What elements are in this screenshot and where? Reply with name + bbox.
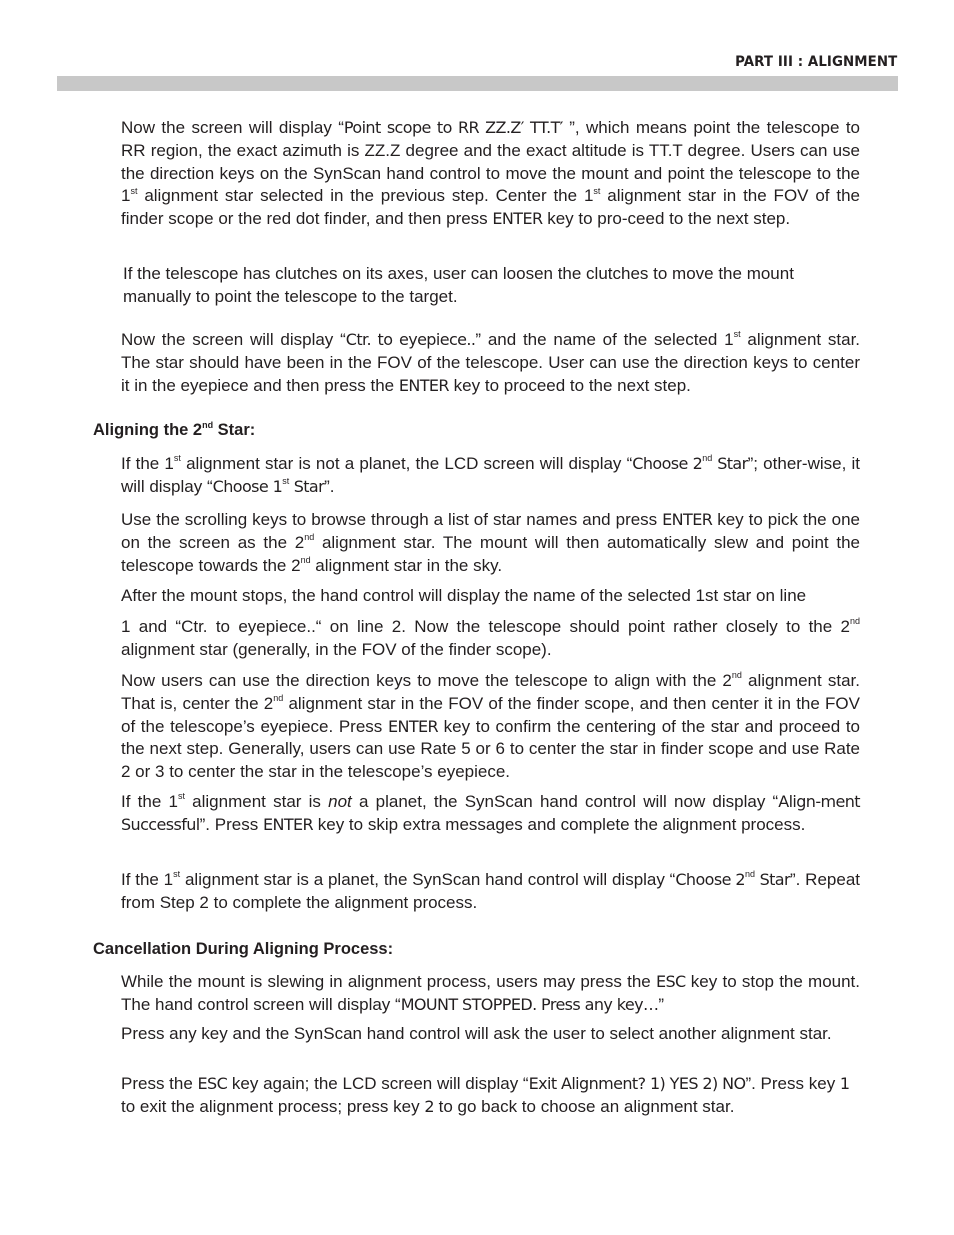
paragraph-scrolling-keys: Use the scrolling keys to browse through a list of star names and press ENTER key to pick the one on the screen as the 2nd alignment star. The mount will then automatically slew and point the telescope towards the 2nd alignment star in the sky.	[121, 510, 860, 575]
paragraph-esc-stop: While the mount is slewing in alignment process, users may press the ESC key to stop the mount. The hand control screen will display “MOUNT STOPPED. Press any key…”	[121, 972, 861, 1014]
paragraph-mount-stops-line1: After the mount stops, the hand control will display the name of the selected 1st star on line	[121, 586, 807, 605]
paragraph-clutches: If the telescope has clutches on its axes, user can loosen the clutches to move the mount manually to point the telescope to the target.	[123, 264, 794, 306]
page-header-title: PART III : ALIGNMENT	[734, 54, 897, 70]
paragraph-exit-alignment: Press the ESC key again; the LCD screen will display “Exit Alignment? 1) YES 2) NO”. Press key 1 to exit the alignment process; press key 2 to go back to choose an alignment star.	[121, 1074, 850, 1116]
heading-cancellation: Cancellation During Aligning Process:	[93, 940, 394, 958]
heading-aligning-2nd-star: Aligning the 2nd Star:	[93, 419, 256, 439]
paragraph-choose-star: If the 1st alignment star is not a planet, the LCD screen will display “Choose 2nd Star”; other-wise, it will display “Choose 1st Star”.	[121, 453, 860, 496]
paragraph-mount-stops: 1 and “Ctr. to eyepiece..“ on line 2. Now the telescope should point rather closely to the 2nd alignment star (generally, in the FOV of the finder scope).	[121, 616, 860, 659]
paragraph-point-scope: Now the screen will display “Point scope to RR ZZ.Z′ TT.T′ ”, which means point the telescope to RR region, the exact azimuth is ZZ.Z degree and the exact altitude is TT.T degree. Users can use the direction keys on the SynScan hand control to move the mount and point the telescope to the 1st alignment star selected in the previous step. Center the 1st alignment star in the FOV of the finder scope or the red dot finder, and then press ENTER key to pro-ceed to the next step.	[121, 118, 861, 229]
paragraph-direction-keys: Now users can use the direction keys to move the telescope to align with the 2nd alignment star. That is, center the 2nd alignment star in the FOV of the finder scope, and then center it in the FOV of the telescope’s eyepiece. Press ENTER key to confirm the centering of the star and proceed to the next step. Generally, users can use Rate 5 or 6 to center the star in finder scope and use Rate 2 or 3 to center the star in the telescope’s eyepiece.	[121, 670, 861, 782]
paragraph-is-planet: If the 1st alignment star is a planet, the SynScan hand control will display “Choose 2nd Star”. Repeat from Step 2 to complete the alignment process.	[121, 869, 860, 912]
paragraph-press-any-key: Press any key and the SynScan hand control will ask the user to select another alignment star.	[121, 1024, 832, 1043]
paragraph-not-planet: If the 1st alignment star is not a planet, the SynScan hand control will now display “Align-ment Successful”. Press ENTER key to skip extra messages and complete the alignment process.	[121, 791, 860, 834]
header-divider-bar	[57, 76, 898, 91]
paragraph-ctr-eyepiece: Now the screen will display “Ctr. to eyepiece..” and the name of the selected 1st alignment star. The star should have been in the FOV of the telescope. User can use the direction keys to center it in the eyepiece and then press the ENTER key to proceed to the next step.	[121, 329, 861, 395]
